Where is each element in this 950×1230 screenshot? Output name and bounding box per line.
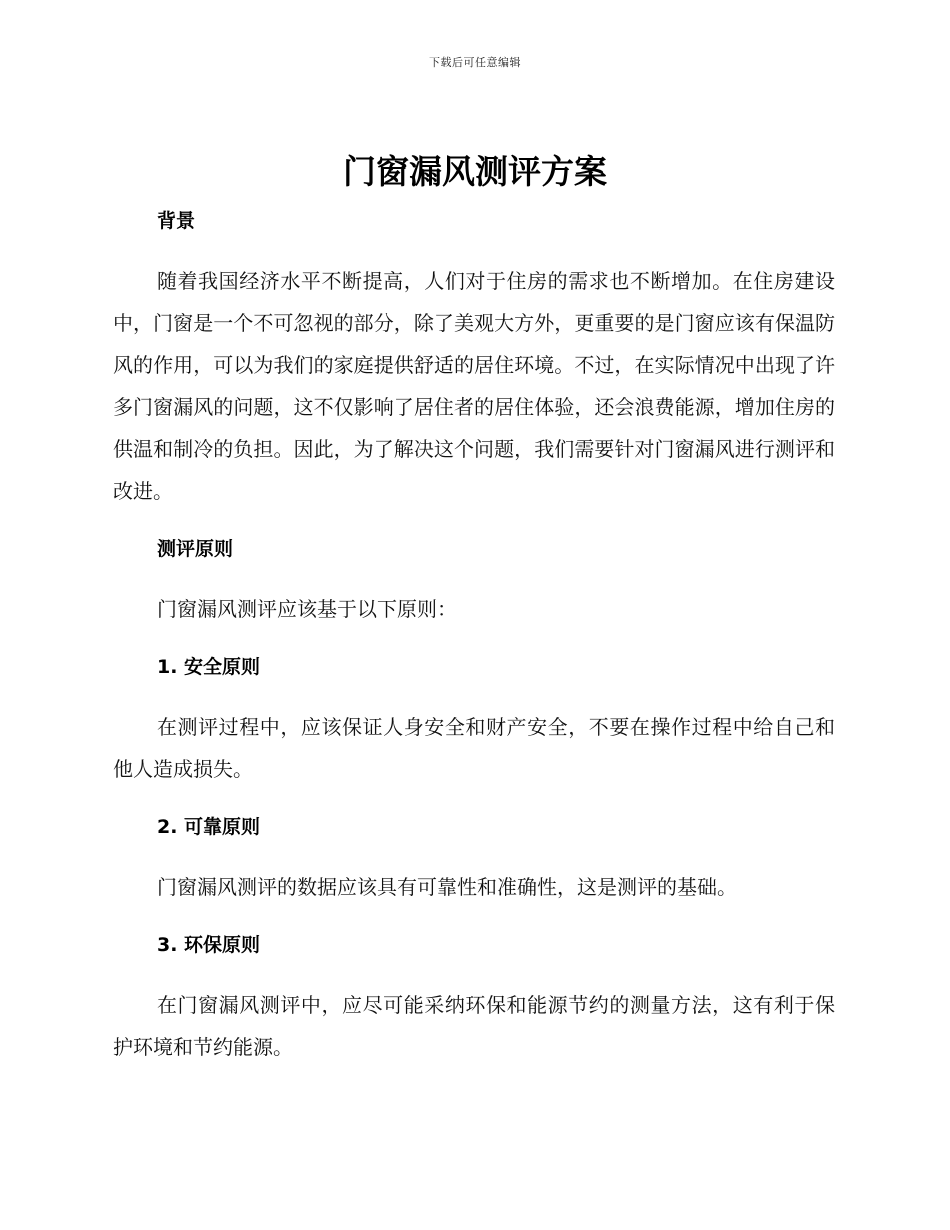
document-title: 门窗漏风测评方案: [343, 152, 607, 191]
document-body: [113, 204, 835, 1068]
section-heading-principles: 测评原则: [157, 538, 234, 560]
principles-intro-paragraph: 门窗漏风测评应该基于以下原则：: [157, 597, 457, 621]
background-paragraph: 随着我国经济水平不断提高，人们对于住房的需求也不断增加。在住房建设中，门窗是一个不可忽视的部分，除了美观大方外，更重要的是门窗应该有保温防风的作用，可以为我们的家庭提供舒适的居住环境。不过，在实际情况中出现了许多门窗漏风的问题，这不仅影响了居住者的居住体验，还会浪费能源，增加住房的供温和制冷的负担。因此，为了解决这个问题，我们需要针对门窗漏风进行测评和改进。: [113, 269, 835, 503]
reliability-paragraph: 门窗漏风测评的数据应该具有可靠性和准确性，这是测评的基础。: [157, 875, 737, 899]
environment-paragraph: 在门窗漏风测评中，应尽可能采纳环保和能源节约的测量方法，这有利于保护环境和节约能源。: [113, 993, 835, 1059]
section-heading-reliability: 2. 可靠原则: [157, 816, 261, 838]
section-heading-environment: 3. 环保原则: [157, 934, 261, 956]
page-header-note: 下载后可任意编辑: [429, 56, 521, 69]
section-heading-background: 背景: [157, 210, 196, 232]
safety-paragraph: 在测评过程中，应该保证人身安全和财产安全，不要在操作过程中给自己和他人造成损失。: [113, 715, 835, 781]
section-heading-safety: 1. 安全原则: [157, 656, 261, 678]
